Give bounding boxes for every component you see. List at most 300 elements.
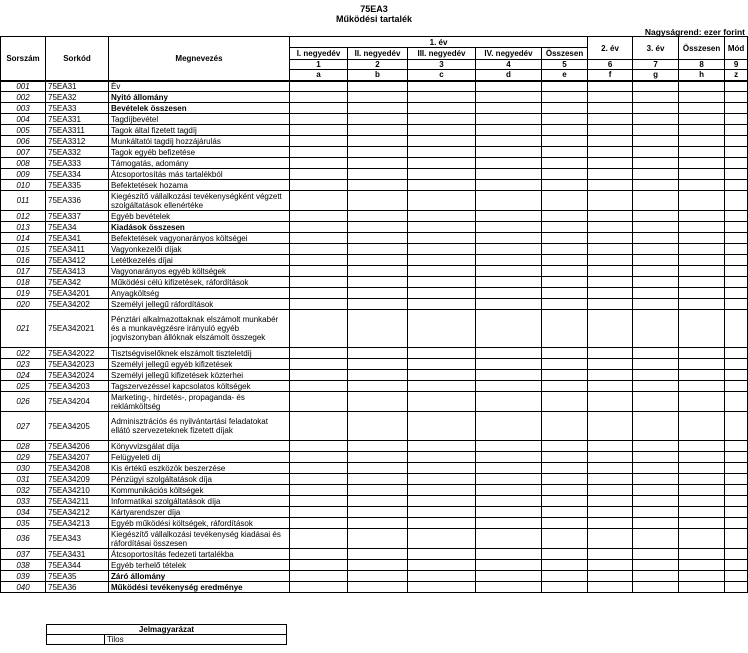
value-cell[interactable] [290, 381, 348, 392]
value-cell[interactable] [290, 571, 348, 582]
value-cell[interactable] [633, 114, 679, 125]
value-cell[interactable] [633, 222, 679, 233]
value-cell[interactable] [408, 255, 476, 266]
value-cell[interactable] [408, 392, 476, 412]
value-cell[interactable] [633, 412, 679, 441]
value-cell[interactable] [348, 392, 408, 412]
value-cell[interactable] [542, 255, 588, 266]
value-cell[interactable] [633, 571, 679, 582]
value-cell[interactable] [588, 191, 633, 211]
value-cell[interactable] [679, 381, 725, 392]
value-cell[interactable] [725, 277, 748, 288]
value-cell[interactable] [633, 310, 679, 348]
value-cell[interactable] [725, 392, 748, 412]
value-cell[interactable] [408, 463, 476, 474]
value-cell[interactable] [725, 370, 748, 381]
value-cell[interactable] [476, 266, 542, 277]
value-cell[interactable] [542, 266, 588, 277]
value-cell[interactable] [725, 582, 748, 593]
value-cell[interactable] [348, 518, 408, 529]
value-cell[interactable] [290, 507, 348, 518]
value-cell[interactable] [633, 507, 679, 518]
value-cell[interactable] [408, 125, 476, 136]
value-cell[interactable] [633, 441, 679, 452]
value-cell[interactable] [633, 266, 679, 277]
value-cell[interactable] [725, 463, 748, 474]
value-cell[interactable] [542, 191, 588, 211]
value-cell[interactable] [633, 348, 679, 359]
value-cell[interactable] [476, 81, 542, 92]
value-cell[interactable] [290, 136, 348, 147]
value-cell[interactable] [542, 222, 588, 233]
value-cell[interactable] [476, 571, 542, 582]
value-cell[interactable] [348, 359, 408, 370]
value-cell[interactable] [679, 158, 725, 169]
value-cell[interactable] [408, 233, 476, 244]
value-cell[interactable] [290, 463, 348, 474]
value-cell[interactable] [725, 452, 748, 463]
value-cell[interactable] [290, 147, 348, 158]
value-cell[interactable] [725, 412, 748, 441]
value-cell[interactable] [348, 560, 408, 571]
value-cell[interactable] [348, 549, 408, 560]
value-cell[interactable] [408, 452, 476, 463]
value-cell[interactable] [348, 125, 408, 136]
value-cell[interactable] [476, 136, 542, 147]
value-cell[interactable] [588, 310, 633, 348]
value-cell[interactable] [542, 233, 588, 244]
value-cell[interactable] [725, 288, 748, 299]
value-cell[interactable] [542, 125, 588, 136]
value-cell[interactable] [588, 222, 633, 233]
value-cell[interactable] [679, 441, 725, 452]
value-cell[interactable] [348, 191, 408, 211]
value-cell[interactable] [679, 496, 725, 507]
value-cell[interactable] [542, 463, 588, 474]
value-cell[interactable] [633, 158, 679, 169]
value-cell[interactable] [679, 529, 725, 549]
value-cell[interactable] [348, 348, 408, 359]
value-cell[interactable] [542, 81, 588, 92]
value-cell[interactable] [408, 169, 476, 180]
value-cell[interactable] [679, 136, 725, 147]
value-cell[interactable] [476, 359, 542, 370]
value-cell[interactable] [725, 136, 748, 147]
value-cell[interactable] [542, 169, 588, 180]
value-cell[interactable] [588, 582, 633, 593]
value-cell[interactable] [679, 582, 725, 593]
value-cell[interactable] [476, 485, 542, 496]
value-cell[interactable] [542, 277, 588, 288]
value-cell[interactable] [348, 103, 408, 114]
value-cell[interactable] [725, 474, 748, 485]
value-cell[interactable] [588, 392, 633, 412]
value-cell[interactable] [542, 370, 588, 381]
value-cell[interactable] [588, 147, 633, 158]
value-cell[interactable] [588, 529, 633, 549]
value-cell[interactable] [679, 392, 725, 412]
value-cell[interactable] [679, 125, 725, 136]
value-cell[interactable] [725, 158, 748, 169]
value-cell[interactable] [476, 288, 542, 299]
value-cell[interactable] [542, 392, 588, 412]
value-cell[interactable] [408, 211, 476, 222]
value-cell[interactable] [408, 474, 476, 485]
value-cell[interactable] [290, 92, 348, 103]
value-cell[interactable] [290, 518, 348, 529]
value-cell[interactable] [476, 560, 542, 571]
value-cell[interactable] [542, 582, 588, 593]
value-cell[interactable] [679, 348, 725, 359]
value-cell[interactable] [725, 211, 748, 222]
value-cell[interactable] [476, 211, 542, 222]
value-cell[interactable] [725, 485, 748, 496]
value-cell[interactable] [290, 485, 348, 496]
value-cell[interactable] [679, 103, 725, 114]
value-cell[interactable] [725, 114, 748, 125]
value-cell[interactable] [408, 441, 476, 452]
value-cell[interactable] [633, 485, 679, 496]
value-cell[interactable] [679, 92, 725, 103]
value-cell[interactable] [476, 452, 542, 463]
value-cell[interactable] [542, 92, 588, 103]
value-cell[interactable] [290, 81, 348, 92]
value-cell[interactable] [408, 348, 476, 359]
value-cell[interactable] [725, 507, 748, 518]
value-cell[interactable] [290, 496, 348, 507]
value-cell[interactable] [408, 359, 476, 370]
value-cell[interactable] [679, 233, 725, 244]
value-cell[interactable] [542, 136, 588, 147]
value-cell[interactable] [290, 191, 348, 211]
value-cell[interactable] [408, 571, 476, 582]
value-cell[interactable] [633, 392, 679, 412]
value-cell[interactable] [476, 244, 542, 255]
value-cell[interactable] [725, 255, 748, 266]
value-cell[interactable] [408, 103, 476, 114]
value-cell[interactable] [408, 412, 476, 441]
value-cell[interactable] [408, 310, 476, 348]
value-cell[interactable] [290, 169, 348, 180]
value-cell[interactable] [542, 381, 588, 392]
value-cell[interactable] [348, 147, 408, 158]
value-cell[interactable] [476, 496, 542, 507]
value-cell[interactable] [348, 571, 408, 582]
value-cell[interactable] [290, 103, 348, 114]
value-cell[interactable] [348, 299, 408, 310]
value-cell[interactable] [588, 370, 633, 381]
value-cell[interactable] [633, 147, 679, 158]
value-cell[interactable] [290, 582, 348, 593]
value-cell[interactable] [408, 560, 476, 571]
value-cell[interactable] [348, 412, 408, 441]
value-cell[interactable] [408, 288, 476, 299]
value-cell[interactable] [476, 191, 542, 211]
value-cell[interactable] [348, 211, 408, 222]
value-cell[interactable] [679, 244, 725, 255]
value-cell[interactable] [542, 103, 588, 114]
value-cell[interactable] [679, 571, 725, 582]
value-cell[interactable] [679, 485, 725, 496]
value-cell[interactable] [348, 496, 408, 507]
value-cell[interactable] [476, 582, 542, 593]
value-cell[interactable] [408, 81, 476, 92]
value-cell[interactable] [408, 180, 476, 191]
value-cell[interactable] [588, 359, 633, 370]
value-cell[interactable] [290, 158, 348, 169]
value-cell[interactable] [348, 158, 408, 169]
value-cell[interactable] [542, 518, 588, 529]
value-cell[interactable] [476, 310, 542, 348]
value-cell[interactable] [476, 147, 542, 158]
value-cell[interactable] [679, 370, 725, 381]
value-cell[interactable] [725, 560, 748, 571]
value-cell[interactable] [290, 359, 348, 370]
value-cell[interactable] [476, 125, 542, 136]
value-cell[interactable] [290, 549, 348, 560]
value-cell[interactable] [542, 452, 588, 463]
value-cell[interactable] [588, 233, 633, 244]
value-cell[interactable] [408, 92, 476, 103]
value-cell[interactable] [476, 507, 542, 518]
value-cell[interactable] [633, 125, 679, 136]
value-cell[interactable] [633, 136, 679, 147]
value-cell[interactable] [290, 392, 348, 412]
value-cell[interactable] [725, 125, 748, 136]
value-cell[interactable] [476, 299, 542, 310]
value-cell[interactable] [542, 474, 588, 485]
value-cell[interactable] [633, 463, 679, 474]
value-cell[interactable] [476, 255, 542, 266]
value-cell[interactable] [290, 299, 348, 310]
value-cell[interactable] [679, 169, 725, 180]
value-cell[interactable] [633, 191, 679, 211]
value-cell[interactable] [588, 474, 633, 485]
value-cell[interactable] [633, 496, 679, 507]
value-cell[interactable] [725, 147, 748, 158]
value-cell[interactable] [588, 266, 633, 277]
value-cell[interactable] [476, 169, 542, 180]
value-cell[interactable] [290, 266, 348, 277]
value-cell[interactable] [679, 114, 725, 125]
value-cell[interactable] [408, 244, 476, 255]
value-cell[interactable] [542, 158, 588, 169]
value-cell[interactable] [290, 412, 348, 441]
value-cell[interactable] [542, 359, 588, 370]
value-cell[interactable] [725, 549, 748, 560]
value-cell[interactable] [542, 485, 588, 496]
value-cell[interactable] [679, 147, 725, 158]
value-cell[interactable] [348, 507, 408, 518]
value-cell[interactable] [725, 266, 748, 277]
value-cell[interactable] [633, 288, 679, 299]
value-cell[interactable] [679, 412, 725, 441]
value-cell[interactable] [588, 412, 633, 441]
value-cell[interactable] [725, 381, 748, 392]
value-cell[interactable] [408, 496, 476, 507]
value-cell[interactable] [588, 158, 633, 169]
value-cell[interactable] [588, 103, 633, 114]
value-cell[interactable] [408, 299, 476, 310]
value-cell[interactable] [633, 529, 679, 549]
value-cell[interactable] [408, 381, 476, 392]
value-cell[interactable] [588, 452, 633, 463]
value-cell[interactable] [725, 571, 748, 582]
value-cell[interactable] [679, 549, 725, 560]
value-cell[interactable] [633, 169, 679, 180]
value-cell[interactable] [588, 507, 633, 518]
value-cell[interactable] [725, 359, 748, 370]
value-cell[interactable] [290, 211, 348, 222]
value-cell[interactable] [542, 114, 588, 125]
value-cell[interactable] [679, 255, 725, 266]
value-cell[interactable] [633, 370, 679, 381]
value-cell[interactable] [408, 529, 476, 549]
value-cell[interactable] [633, 244, 679, 255]
value-cell[interactable] [348, 136, 408, 147]
value-cell[interactable] [348, 169, 408, 180]
value-cell[interactable] [348, 370, 408, 381]
value-cell[interactable] [476, 370, 542, 381]
value-cell[interactable] [725, 529, 748, 549]
value-cell[interactable] [633, 180, 679, 191]
value-cell[interactable] [348, 244, 408, 255]
value-cell[interactable] [542, 288, 588, 299]
value-cell[interactable] [476, 518, 542, 529]
value-cell[interactable] [290, 288, 348, 299]
value-cell[interactable] [476, 549, 542, 560]
value-cell[interactable] [290, 441, 348, 452]
value-cell[interactable] [633, 582, 679, 593]
value-cell[interactable] [588, 136, 633, 147]
value-cell[interactable] [725, 518, 748, 529]
value-cell[interactable] [408, 114, 476, 125]
value-cell[interactable] [476, 529, 542, 549]
value-cell[interactable] [633, 81, 679, 92]
value-cell[interactable] [348, 180, 408, 191]
value-cell[interactable] [588, 277, 633, 288]
value-cell[interactable] [542, 412, 588, 441]
value-cell[interactable] [408, 277, 476, 288]
value-cell[interactable] [588, 125, 633, 136]
value-cell[interactable] [408, 158, 476, 169]
value-cell[interactable] [348, 222, 408, 233]
value-cell[interactable] [408, 507, 476, 518]
value-cell[interactable] [725, 191, 748, 211]
value-cell[interactable] [476, 222, 542, 233]
value-cell[interactable] [633, 549, 679, 560]
value-cell[interactable] [725, 441, 748, 452]
value-cell[interactable] [542, 299, 588, 310]
value-cell[interactable] [679, 507, 725, 518]
value-cell[interactable] [588, 485, 633, 496]
value-cell[interactable] [290, 348, 348, 359]
value-cell[interactable] [633, 92, 679, 103]
value-cell[interactable] [290, 222, 348, 233]
value-cell[interactable] [633, 560, 679, 571]
value-cell[interactable] [348, 452, 408, 463]
value-cell[interactable] [679, 277, 725, 288]
value-cell[interactable] [679, 266, 725, 277]
value-cell[interactable] [633, 474, 679, 485]
value-cell[interactable] [290, 114, 348, 125]
value-cell[interactable] [408, 136, 476, 147]
value-cell[interactable] [725, 169, 748, 180]
value-cell[interactable] [542, 310, 588, 348]
value-cell[interactable] [290, 370, 348, 381]
value-cell[interactable] [290, 125, 348, 136]
value-cell[interactable] [633, 518, 679, 529]
value-cell[interactable] [476, 381, 542, 392]
value-cell[interactable] [588, 114, 633, 125]
value-cell[interactable] [725, 222, 748, 233]
value-cell[interactable] [408, 191, 476, 211]
value-cell[interactable] [542, 244, 588, 255]
value-cell[interactable] [725, 180, 748, 191]
value-cell[interactable] [476, 392, 542, 412]
value-cell[interactable] [542, 496, 588, 507]
value-cell[interactable] [633, 233, 679, 244]
value-cell[interactable] [588, 463, 633, 474]
value-cell[interactable] [542, 507, 588, 518]
value-cell[interactable] [408, 266, 476, 277]
value-cell[interactable] [348, 288, 408, 299]
value-cell[interactable] [588, 496, 633, 507]
value-cell[interactable] [408, 222, 476, 233]
value-cell[interactable] [542, 147, 588, 158]
value-cell[interactable] [476, 233, 542, 244]
value-cell[interactable] [408, 518, 476, 529]
value-cell[interactable] [679, 222, 725, 233]
value-cell[interactable] [290, 255, 348, 266]
value-cell[interactable] [348, 114, 408, 125]
value-cell[interactable] [679, 81, 725, 92]
value-cell[interactable] [290, 310, 348, 348]
value-cell[interactable] [633, 255, 679, 266]
value-cell[interactable] [588, 381, 633, 392]
value-cell[interactable] [476, 412, 542, 441]
value-cell[interactable] [679, 474, 725, 485]
value-cell[interactable] [633, 359, 679, 370]
value-cell[interactable] [290, 233, 348, 244]
value-cell[interactable] [725, 233, 748, 244]
value-cell[interactable] [348, 266, 408, 277]
value-cell[interactable] [588, 81, 633, 92]
value-cell[interactable] [476, 158, 542, 169]
value-cell[interactable] [348, 255, 408, 266]
value-cell[interactable] [588, 180, 633, 191]
value-cell[interactable] [588, 211, 633, 222]
value-cell[interactable] [633, 452, 679, 463]
value-cell[interactable] [725, 92, 748, 103]
value-cell[interactable] [542, 549, 588, 560]
value-cell[interactable] [725, 310, 748, 348]
value-cell[interactable] [725, 244, 748, 255]
value-cell[interactable] [588, 560, 633, 571]
value-cell[interactable] [476, 180, 542, 191]
value-cell[interactable] [679, 211, 725, 222]
value-cell[interactable] [542, 180, 588, 191]
value-cell[interactable] [588, 441, 633, 452]
value-cell[interactable] [348, 463, 408, 474]
value-cell[interactable] [542, 211, 588, 222]
value-cell[interactable] [542, 529, 588, 549]
value-cell[interactable] [290, 244, 348, 255]
value-cell[interactable] [408, 582, 476, 593]
value-cell[interactable] [476, 348, 542, 359]
value-cell[interactable] [476, 463, 542, 474]
value-cell[interactable] [476, 92, 542, 103]
